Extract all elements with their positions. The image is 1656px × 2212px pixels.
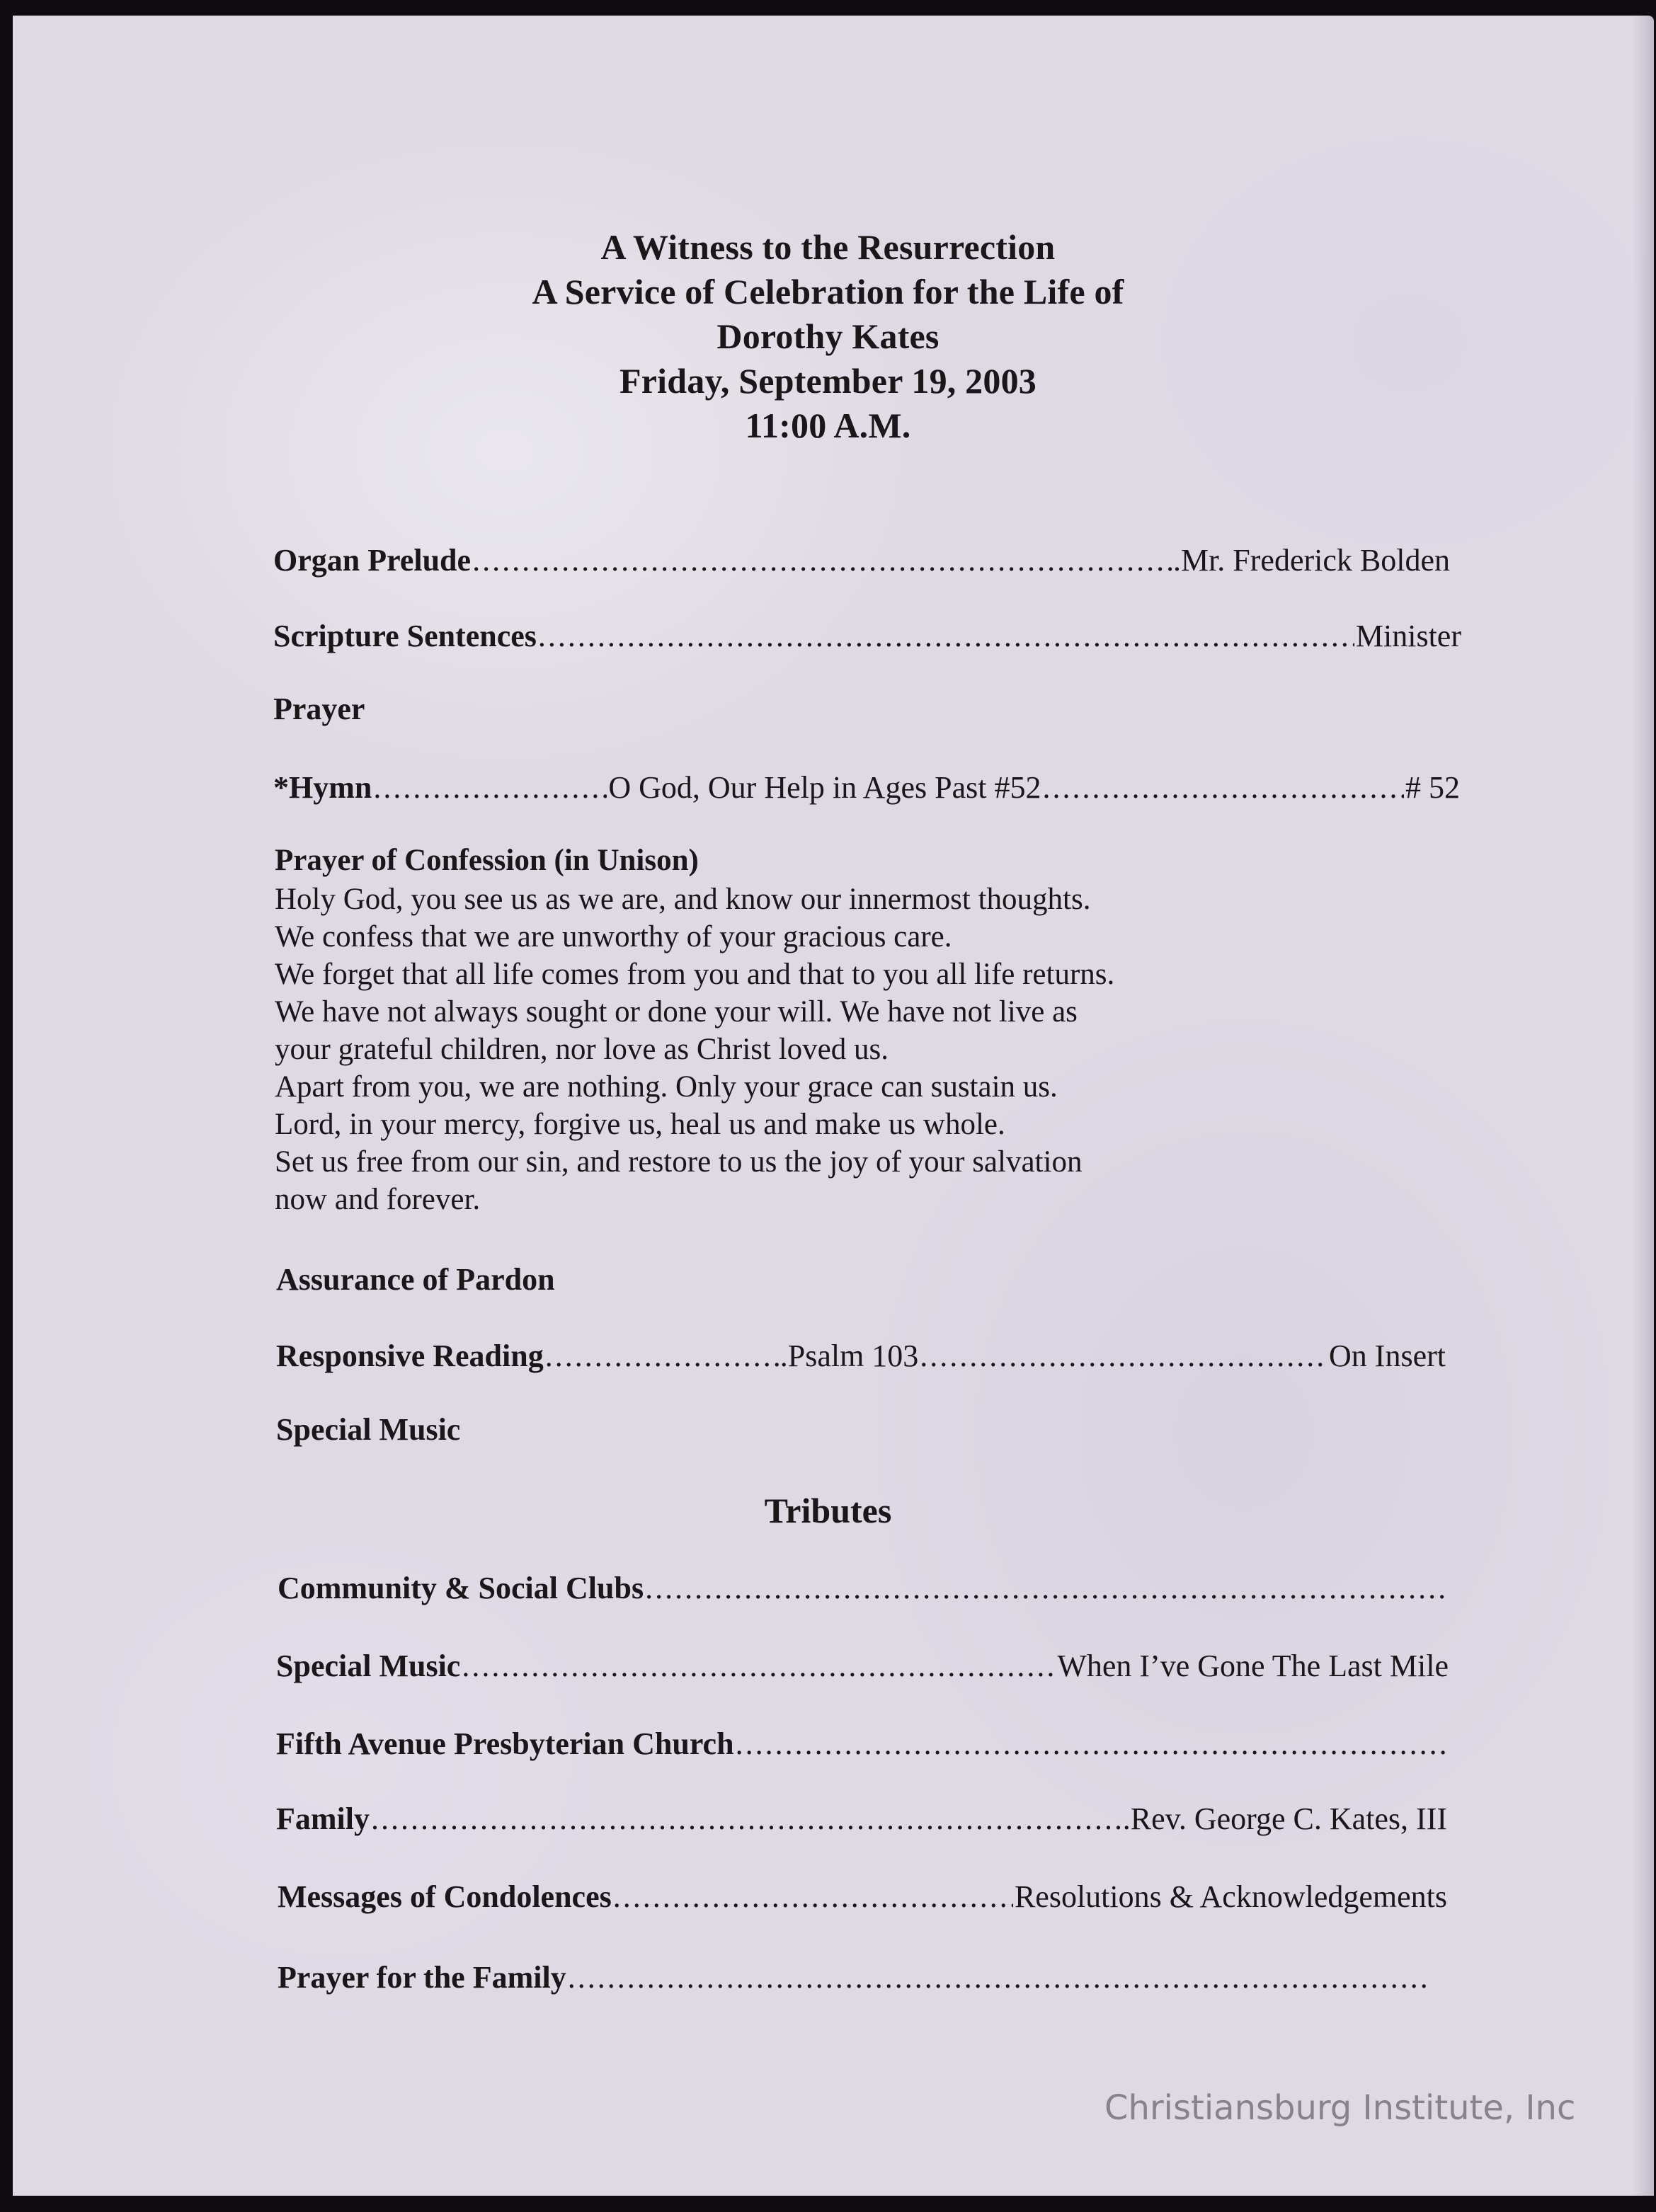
tributes-heading: Tributes (764, 1491, 892, 1530)
dot-leader (920, 1336, 1327, 1376)
hymn-title: O God, Our Help in Ages Past #52 (608, 770, 1041, 805)
confession-line: Set us free from our sin, and restore to us the joy of your salvation (275, 1145, 1083, 1179)
service-subtitle: A Service of Celebration for the Life of (532, 272, 1124, 311)
assurance-of-pardon-label: Assurance of Pardon (276, 1262, 555, 1297)
dot-leader (1042, 768, 1404, 808)
dot-leader (371, 1799, 1121, 1839)
organ-prelude-label: Organ Prelude (273, 543, 472, 578)
dot-leader (462, 1646, 1056, 1686)
dot-leader (736, 1724, 1447, 1764)
special-music-label: Special Music (276, 1412, 461, 1447)
service-title: A Witness to the Resurrection (600, 227, 1056, 267)
hymn-number: # 52 (1405, 770, 1460, 805)
confession-line: your grateful children, nor love as Christ loved us. (275, 1033, 889, 1066)
tribute-row-prayer-family (278, 1958, 1432, 1998)
hymn-label: *Hymn (273, 770, 372, 805)
tribute-row-community (278, 1569, 1450, 1608)
organ-prelude-row (273, 541, 1450, 580)
tribute-label: Family (276, 1801, 370, 1836)
confession-line: Lord, in your mercy, forgive us, heal us and make us whole. (275, 1108, 1005, 1141)
tribute-label: Special Music (276, 1649, 461, 1683)
prayer-of-confession (275, 841, 1114, 1218)
dot-leader (613, 1877, 1013, 1917)
scripture-sentences-label: Scripture Sentences (273, 619, 537, 653)
confession-line: Holy God, you see us as we are, and know our innermost thoughts. (275, 883, 1091, 916)
tribute-label: Fifth Avenue Presbyterian Church (276, 1726, 734, 1761)
program-header (0, 225, 1656, 448)
service-date: Friday, September 19, 2003 (619, 361, 1037, 401)
prayer-label: Prayer (273, 692, 365, 726)
responsive-reading-label: Responsive Reading (276, 1339, 544, 1373)
tribute-label: Community & Social Clubs (278, 1571, 644, 1605)
tribute-detail: Resolutions & Acknowledgements (1014, 1879, 1447, 1914)
confession-title: Prayer of Confession (in Unison) (275, 844, 699, 877)
service-time: 11:00 A.M. (745, 406, 911, 445)
scripture-sentences-leader: Minister (1355, 619, 1461, 653)
deceased-name: Dorothy Kates (716, 316, 940, 356)
tribute-row-special-music (276, 1646, 1449, 1686)
dot-leader (545, 1336, 779, 1376)
tribute-detail: When I’ve Gone The Last Mile (1057, 1649, 1449, 1683)
tribute-label: Messages of Condolences (278, 1879, 612, 1914)
confession-line: We forget that all life comes from you and that to you all life returns. (275, 958, 1115, 991)
tribute-row-church (276, 1724, 1449, 1764)
dot-leader (645, 1569, 1449, 1608)
dot-leader (373, 768, 607, 808)
responsive-reading-source: On Insert (1329, 1339, 1446, 1373)
archive-watermark: Christiansburg Institute, Inc (1104, 2088, 1576, 2128)
scripture-sentences-row (273, 617, 1461, 656)
responsive-reading-row (276, 1336, 1446, 1376)
tribute-row-condolences (278, 1877, 1447, 1917)
dot-leader (568, 1958, 1430, 1998)
hymn-row (273, 768, 1460, 808)
tribute-detail: .Rev. George C. Kates, III (1122, 1801, 1447, 1836)
confession-line: We have not always sought or done your will. We have not live as (275, 995, 1078, 1028)
tribute-label: Prayer for the Family (278, 1960, 566, 1995)
confession-line: We confess that we are unworthy of your gracious care. (275, 920, 952, 953)
confession-line: now and forever. (275, 1183, 481, 1216)
confession-line: Apart from you, we are nothing. Only your grace can sustain us. (275, 1070, 1058, 1104)
tribute-row-family (276, 1799, 1447, 1839)
dot-leader (538, 617, 1354, 656)
dot-leader (472, 541, 1172, 580)
responsive-reading-psalm: .Psalm 103 (780, 1339, 919, 1373)
organ-prelude-performer: .Mr. Frederick Bolden (1172, 543, 1450, 578)
